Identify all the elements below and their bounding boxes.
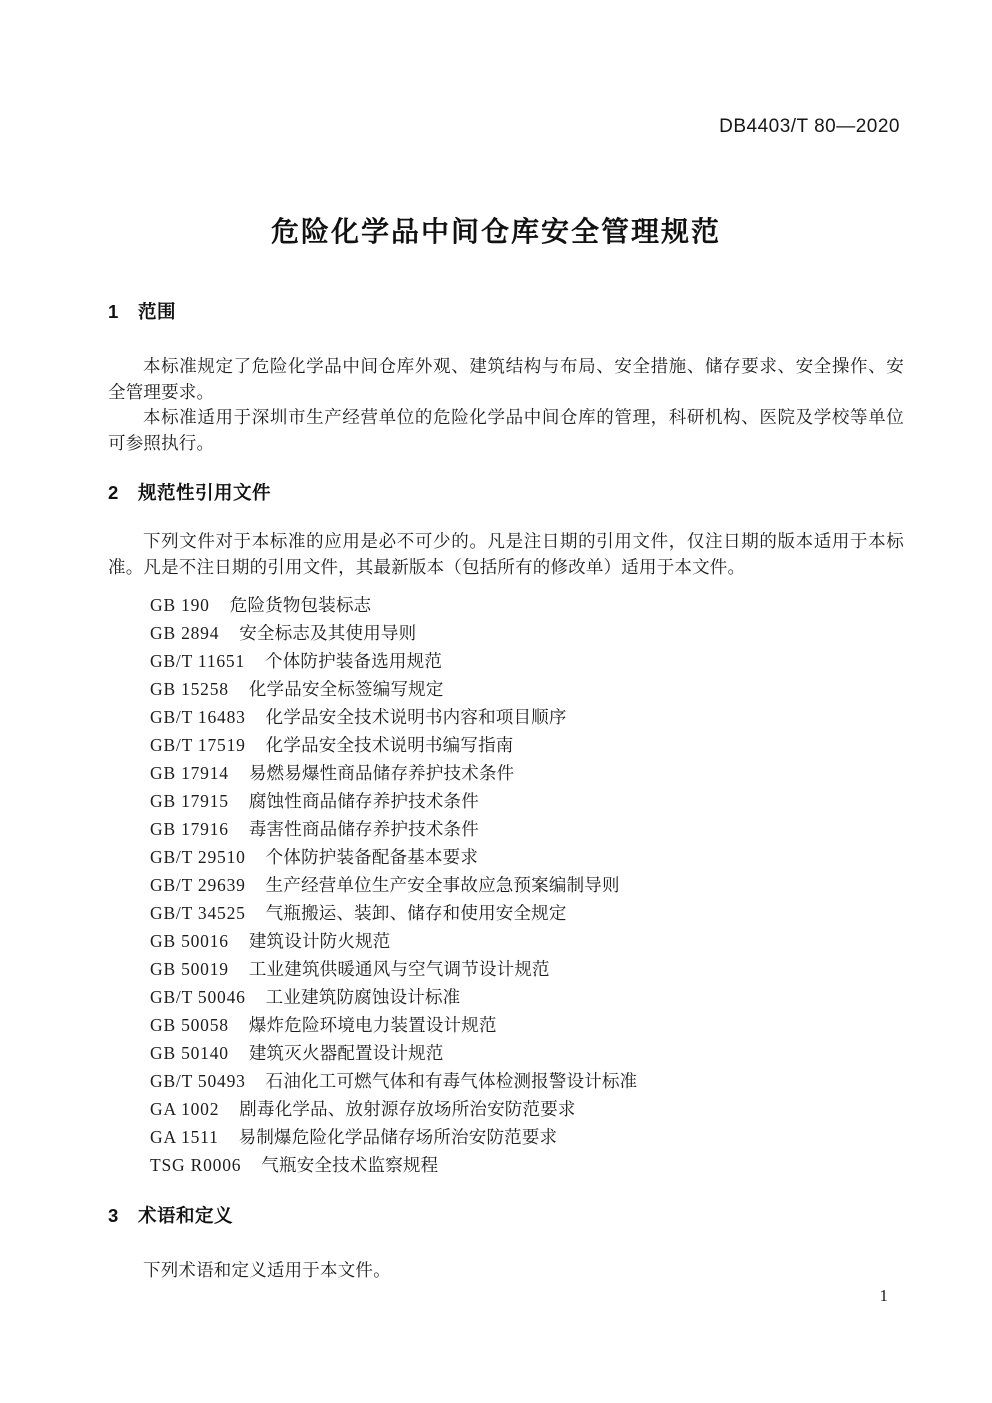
reference-title: 气瓶搬运、装卸、储存和使用安全规定 xyxy=(265,903,567,923)
reference-item xyxy=(150,1039,904,1067)
reference-item xyxy=(150,1095,904,1123)
reference-item xyxy=(150,703,904,731)
reference-title: 建筑设计防火规范 xyxy=(248,931,391,951)
reference-code: GB 50019 xyxy=(150,959,229,979)
page-number: 1 xyxy=(879,1286,888,1305)
reference-code: GB 17914 xyxy=(150,763,229,783)
reference-title: 工业建筑防腐蚀设计标准 xyxy=(265,987,461,1007)
reference-item xyxy=(150,1011,904,1039)
reference-title: 爆炸危险环境电力装置设计规范 xyxy=(248,1015,497,1035)
section-3-heading xyxy=(108,1203,904,1229)
reference-code: GB 50016 xyxy=(150,931,229,951)
reference-code: GB/T 29639 xyxy=(150,875,246,895)
reference-item xyxy=(150,619,904,647)
reference-item xyxy=(150,591,904,619)
section-2-title: 规范性引用文件 xyxy=(138,482,272,503)
section-2-heading xyxy=(108,480,904,506)
reference-title: 化学品安全技术说明书内容和项目顺序 xyxy=(265,707,567,727)
references-list xyxy=(150,591,904,1179)
reference-title: 个体防护装备配备基本要求 xyxy=(265,847,479,867)
section-2-number: 2 xyxy=(108,482,119,503)
reference-code: GB 50140 xyxy=(150,1043,229,1063)
reference-item xyxy=(150,647,904,675)
reference-item xyxy=(150,675,904,703)
document-title: 危险化学品中间仓库安全管理规范 xyxy=(270,216,721,247)
reference-code: GB 17915 xyxy=(150,791,229,811)
reference-title: 化学品安全标签编写规定 xyxy=(248,679,444,699)
reference-item xyxy=(150,1067,904,1095)
reference-title: 建筑灭火器配置设计规范 xyxy=(248,1043,444,1063)
reference-code: GB 15258 xyxy=(150,679,229,699)
reference-title: 安全标志及其使用导则 xyxy=(239,623,417,643)
section-1-title: 范围 xyxy=(138,301,177,322)
reference-item xyxy=(150,955,904,983)
reference-code: GB 50058 xyxy=(150,1015,229,1035)
scope-paragraph-2: 本标准适用于深圳市生产经营单位的危险化学品中间仓库的管理，科研机构、医院及学校等单位可参照执行。 xyxy=(108,407,904,453)
reference-item xyxy=(150,1151,904,1179)
reference-title: 化学品安全技术说明书编写指南 xyxy=(265,735,514,755)
reference-item xyxy=(150,787,904,815)
reference-code: GB 2894 xyxy=(150,623,220,643)
reference-code: GB/T 50493 xyxy=(150,1071,246,1091)
scope-paragraph-1: 本标准规定了危险化学品中间仓库外观、建筑结构与布局、安全措施、储存要求、安全操作、安全管理要求。 xyxy=(108,356,904,402)
section-3-title: 术语和定义 xyxy=(138,1205,234,1226)
section-1-number: 1 xyxy=(108,301,119,322)
reference-title: 毒害性商品储存养护技术条件 xyxy=(248,819,479,839)
reference-item xyxy=(150,731,904,759)
reference-code: GB/T 16483 xyxy=(150,707,246,727)
reference-item xyxy=(150,899,904,927)
reference-title: 易燃易爆性商品储存养护技术条件 xyxy=(248,763,515,783)
reference-code: GB 17916 xyxy=(150,819,229,839)
reference-item xyxy=(150,871,904,899)
reference-title: 生产经营单位生产安全事故应急预案编制导则 xyxy=(265,875,620,895)
reference-title: 工业建筑供暖通风与空气调节设计规范 xyxy=(248,959,550,979)
reference-item xyxy=(150,815,904,843)
reference-title: 易制爆危险化学品储存场所治安防范要求 xyxy=(238,1127,558,1147)
reference-title: 个体防护装备选用规范 xyxy=(265,651,443,671)
reference-code: TSG R0006 xyxy=(150,1155,242,1175)
reference-code: GB/T 29510 xyxy=(150,847,246,867)
reference-title: 气瓶安全技术监察规程 xyxy=(261,1155,439,1175)
reference-title: 石油化工可燃气体和有毒气体检测报警设计标准 xyxy=(265,1071,638,1091)
reference-title: 剧毒化学品、放射源存放场所治安防范要求 xyxy=(239,1099,576,1119)
reference-item xyxy=(150,983,904,1011)
reference-item xyxy=(150,1123,904,1151)
reference-code: GA 1511 xyxy=(150,1127,219,1147)
reference-title: 腐蚀性商品储存养护技术条件 xyxy=(248,791,479,811)
section-3-number: 3 xyxy=(108,1205,119,1226)
reference-item xyxy=(150,927,904,955)
reference-code: GB/T 50046 xyxy=(150,987,246,1007)
reference-item xyxy=(150,759,904,787)
reference-item xyxy=(150,843,904,871)
standard-number: DB4403/T 80—2020 xyxy=(719,116,900,137)
reference-code: GB/T 34525 xyxy=(150,903,246,923)
reference-title: 危险货物包装标志 xyxy=(229,595,372,615)
reference-code: GA 1002 xyxy=(150,1099,220,1119)
section-1-heading xyxy=(108,299,904,325)
normative-references-intro: 下列文件对于本标准的应用是必不可少的。凡是注日期的引用文件，仅注日期的版本适用于本标准。凡是不注日期的引用文件，其最新版本（包括所有的修改单）适用于本文件。 xyxy=(108,531,904,577)
reference-code: GB/T 11651 xyxy=(150,651,246,671)
terms-intro-paragraph: 下列术语和定义适用于本文件。 xyxy=(143,1260,391,1280)
reference-code: GB 190 xyxy=(150,595,210,615)
reference-code: GB/T 17519 xyxy=(150,735,246,755)
